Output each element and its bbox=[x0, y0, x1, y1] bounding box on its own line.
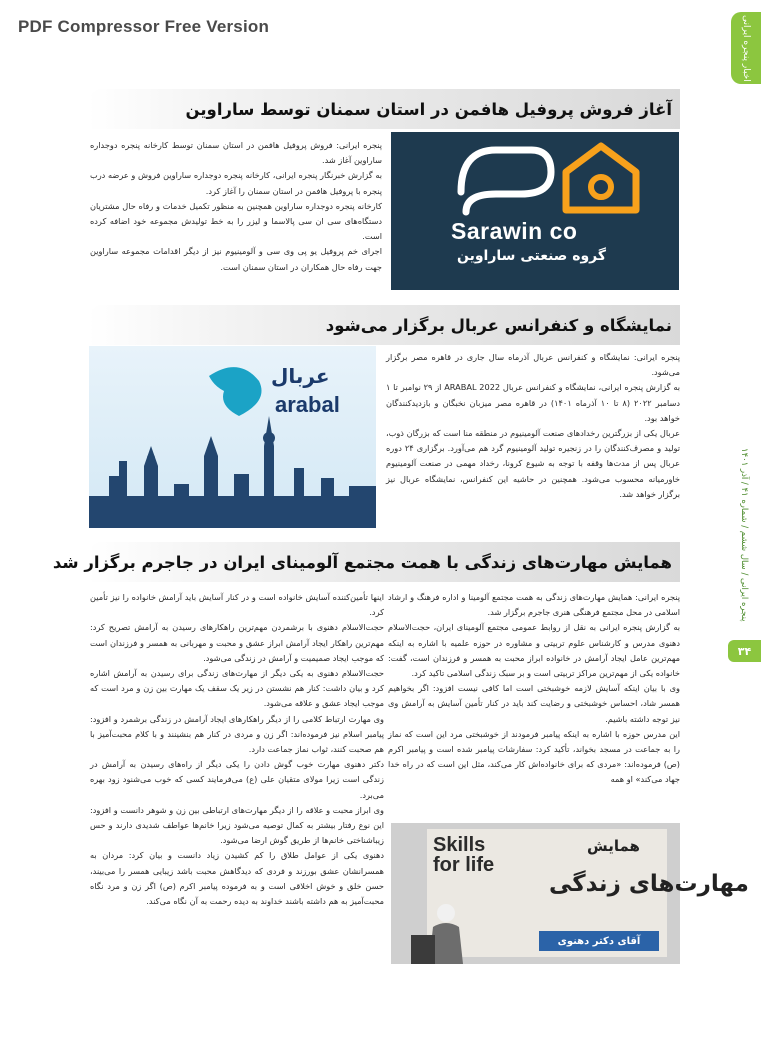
article3-paragraph: این مدرس حوزه با اشاره به اینکه پیامبر فرمودند از خوشبختی مرد این است که نماز را به جماعت در مسجد بخواند، تأکید کرد: سفارشات پیامبر شده است و پیامبر اکرم (ص) فرموده‌اند: «مردی که برای خانواده‌اش کار می‌کند، مثل این است که در راه خدا جهاد می‌کند» او همه bbox=[388, 728, 680, 785]
speaker-figure bbox=[391, 823, 680, 964]
article2-body bbox=[386, 350, 680, 530]
sarawin-logo-image bbox=[391, 132, 679, 290]
arabal-logo-image bbox=[89, 346, 376, 528]
article1-paragraph: پنجره ایرانی: فروش پروفیل هافمن در استان سمنان توسط کارخانه پنجره دوجداره ساراوین آغاز شد. bbox=[90, 140, 382, 166]
article3-right-column bbox=[388, 590, 680, 818]
article3-paragraph: اینها تأمین‌کننده آسایش خانواده است و در کنار آسایش باید آرامش خانواده را نیز تأمین کرد. bbox=[90, 592, 384, 618]
article2-headline: نمایشگاه و کنفرانس عربال برگزار می‌شود bbox=[325, 315, 672, 335]
arabal-logo-fa: عربال bbox=[271, 364, 330, 388]
issue-info-text: پنجره ایرانی / سال ششم / شماره ۴۱ / آذر ۱۴۰۱ bbox=[739, 448, 749, 622]
section-tab bbox=[731, 12, 761, 84]
article1-paragraph: کارخانه پنجره دوجداره ساراوین همچنین به منظور تکمیل خدمات و رفاه حال مشتریان دستگاه‌های سی ان سی پالاسما و لیزر را به خط تولیدش مجموعه خود اضافه کرده است. bbox=[90, 200, 382, 242]
article3-paragraph: وی ابراز محبت و علاقه را از دیگر مهارت‌های ارتباطی بین زن و شوهر دانست و افزود: این نوع رفتار بیشتر به کمال توصیه می‌شود زیرا خانم‌ها عواطف شدیدی دارند و حس زیباشناختی خانم‌ها از طریق گوش ارضا می‌شود. bbox=[90, 804, 384, 846]
photo-banner-fa-2: مهارت‌های زندگی bbox=[549, 871, 749, 897]
article3-paragraph: حجت‌الاسلام دهنوی به یکی دیگر از مهارت‌های زندگی برای رسیدن به آرامش اشاره کرد و بیان داشت: کنار هم نشستن در زیر یک سقف یک مهارت بین زن و مرد است که موجب ایجاد عشق و علاقه می‌شود. bbox=[90, 668, 384, 709]
photo-banner-en-2: for life bbox=[433, 854, 495, 876]
sarawin-brand-fa: گروه صنعتی ساراوین bbox=[457, 248, 607, 264]
article1-headline-bar bbox=[88, 89, 680, 129]
photo-banner-en-1: Skills bbox=[433, 834, 486, 856]
page-number: ۳۴ bbox=[728, 640, 761, 662]
article3-paragraph: دهنوی یکی از عوامل طلاق را کم کشیدن زیاد دانست و بیان کرد: مردان به همسرانشان عشق بورزند و فردی که دیدگاهش محبت باشد زیبایی همسر را می‌بیند، حسن خلق و خوش اخلاقی است و به فرموده پیامبر اکرم (ص) اگر زن و مرد نگاه محبت‌آمیز به هم داشته باشند خداوند به دیده رحمت به آن نگاه می‌کند. bbox=[90, 850, 384, 907]
sarawin-brand-text: Sarawin co bbox=[451, 218, 578, 244]
article2-paragraph: پنجره ایرانی: نمایشگاه و کنفرانس عربال آذرماه سال جاری در قاهره مصر برگزار می‌شود. bbox=[386, 352, 680, 378]
article1-paragraph: اجرای خم پروفیل یو پی وی سی و آلومینیوم نیز از دیگر اقدامات مجموعه ساراوین جهت رفاه حال همکاران در استان سمنان است. bbox=[90, 246, 382, 272]
photo-banner-fa-3: آقای دکتر دهنوی bbox=[539, 931, 659, 951]
article3-headline: همایش مهارت‌های زندگی با همت مجتمع آلومینای ایران در جاجرم برگزار شد bbox=[52, 552, 672, 572]
article3-paragraph: حجت‌الاسلام دهنوی با برشمردن مهم‌ترین راهکارهای رسیدن به آرامش تصریح کرد: مهم‌ترین راهکار ایجاد آرامش ابراز عشق و محبت و مهربانی به همسر و فرزندان است که موجب ایجاد صمیمیت و آرامش در زندگی می‌شود. bbox=[90, 622, 384, 663]
article3-paragraph: به گزارش پنجره ایرانی به نقل از روابط عمومی مجتمع آلومینای ایران، حجت‌الاسلام دهنوی مدرس و کارشناس علوم تربیتی و مشاوره در حوزه علمیه با اشاره به اینکه مهم‌ترین عامل ایجاد آرامش در خانواده ابراز محبت به همسر و فرزندان است، گفت: خانواده یکی از مهم‌ترین مراکز تربیتی است و بر سبک زندگی اسلامی تاکید کرد. bbox=[388, 622, 680, 679]
skills-for-life-photo bbox=[391, 823, 749, 964]
issue-info-rail bbox=[731, 420, 757, 650]
article3-paragraph: پنجره ایرانی: همایش مهارت‌های زندگی به همت مجتمع آلومینا و اداره فرهنگ و ارشاد اسلامی در محل مجتمع فرهنگی هنری جاجرم برگزار شد. bbox=[388, 592, 680, 618]
article3-paragraph: وی مهارت ارتباط کلامی را از دیگر راهکارهای ایجاد آرامش در زندگی برشمرد و افزود: پیامبر اسلام نیز فرموده‌اند: اگر زن و مردی در کنار هم بنشینند و با کلام محبت‌آمیز با هم صحبت کنند، ثواب نماز جماعت دارد. bbox=[90, 713, 384, 755]
article3-paragraph: وی با بیان اینکه آسایش لازمه خوشبختی است اما کافی نیست افزود: اگر بخواهیم همسر شاد، احساس خوشبختی و رضایت کند باید در کنار تأمین آسایش به آرامش وی نیز توجه داشته باشیم. bbox=[388, 683, 680, 724]
article3-paragraph: دکتر دهنوی مهارت خوب گوش دادن را یکی دیگر از راه‌های رسیدن به آرامش در زندگی است زیرا مولای متقیان علی (ع) می‌فرمایند کسی که خوب می‌شنود زود بهره می‌برد. bbox=[90, 759, 384, 800]
section-tab-label: اخبار پنجره ایرانی bbox=[741, 14, 751, 82]
article3-left-column bbox=[90, 590, 384, 964]
watermark-text: PDF Compressor Free Version bbox=[18, 17, 270, 36]
article2-paragraph: عربال یکی از بزرگترین رخدادهای صنعت آلومینیوم در منطقه منا است که بزرگان ذوب، تولید و مصرف‌کنندگان را در زنجیره تولید آلومینیوم گرد هم می‌آورد. برگزاری ۲۴ دوره عربال پس از مدت‌ها وقفه با توجه به شیوع کرونا، رخداد مهمی در صنعت آلومینیوم خاورمیانه محسوب می‌شود. همچنین در حاشیه این کنفرانس، نمایشگاه عربال نیز برگزار خواهد شد. bbox=[386, 428, 680, 499]
article1-headline: آغاز فروش پروفیل هافمن در استان سمنان توسط ساراوین bbox=[185, 99, 672, 119]
article2-paragraph: به گزارش پنجره ایرانی، نمایشگاه و کنفرانس عربال ARABAL 2022 از ۲۹ نوامبر تا ۱ دسامبر ۲۰۲۲ (۸ تا ۱۰ آذرماه ۱۴۰۱) در قاهره مصر میزبان نخبگان و بازدیدکنندگان خواهد بود. bbox=[386, 382, 681, 423]
article3-headline-bar bbox=[52, 542, 680, 582]
article2-headline-bar bbox=[88, 305, 680, 345]
article1-body bbox=[90, 138, 382, 298]
arabal-skyline-graphic bbox=[89, 346, 376, 528]
article1-paragraph: به گزارش خبرنگار پنجره ایرانی، کارخانه پنجره دوجداره ساراوین فروش و عرضه درب پنجره با پروفیل هافمن در استان سمنان را آغاز کرد. bbox=[90, 170, 382, 196]
arabal-logo-en: arabal bbox=[275, 392, 340, 417]
sarawin-logo-mark bbox=[391, 132, 679, 290]
photo-banner-fa-1: همایش bbox=[587, 837, 640, 855]
